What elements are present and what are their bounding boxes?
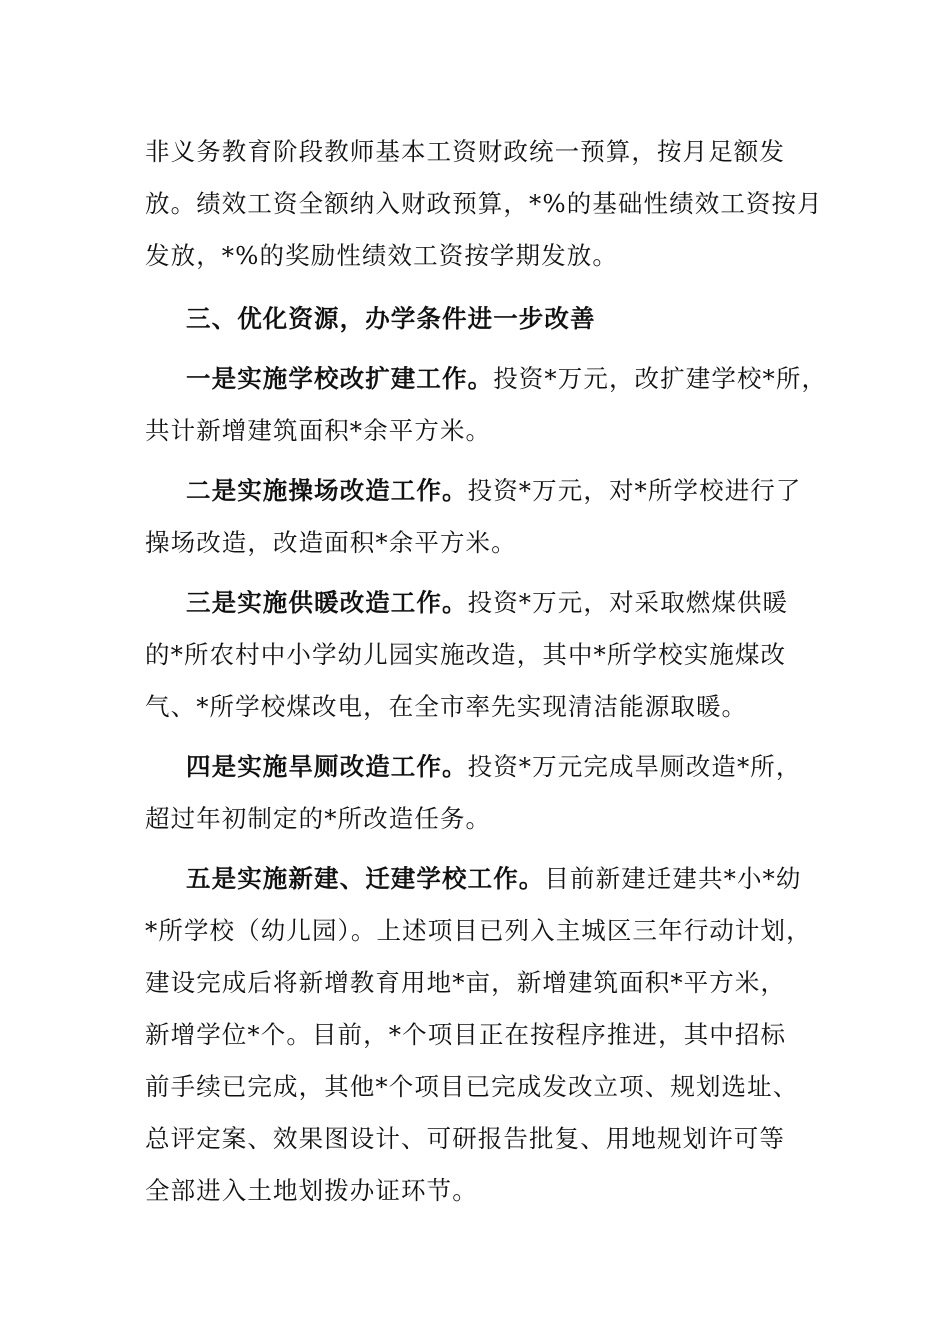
text-line: 前手续已完成，其他*个项目已完成发改立项、规划选址、 bbox=[145, 1072, 799, 1101]
item-text: 投资*万元，对*所学校进行了 bbox=[467, 476, 802, 505]
item-lead: 二是实施操场改造工作。 bbox=[186, 476, 468, 505]
item-text: 投资*万元，改扩建学校*所， bbox=[493, 364, 828, 393]
document-body bbox=[145, 126, 828, 1217]
text-line: 发放，*%的奖励性绩效工资按学期发放。 bbox=[145, 241, 618, 270]
section-heading bbox=[145, 293, 825, 345]
item-paragraph-4 bbox=[145, 741, 825, 793]
intro-paragraph bbox=[145, 126, 825, 282]
item-text: 目前新建迁建共*小*幼 bbox=[544, 864, 802, 893]
text-line: *所学校（幼儿园）。上述项目已列入主城区三年行动计划， bbox=[145, 916, 812, 945]
text-line: 的*所农村中小学幼儿园实施改造，其中*所学校实施煤改 bbox=[145, 640, 787, 669]
item-lead: 五是实施新建、迁建学校工作。 bbox=[186, 864, 545, 893]
item-paragraph-3 bbox=[145, 577, 825, 629]
item-paragraph-5 bbox=[145, 853, 825, 905]
text-line: 气、*所学校煤改电，在全市率先实现清洁能源取暖。 bbox=[145, 692, 748, 721]
section-heading-text: 三、优化资源，办学条件进一步改善 bbox=[186, 304, 596, 333]
item-paragraph-5-cont bbox=[145, 905, 825, 1217]
text-line: 总评定案、效果图设计、可研报告批复、用地规划许可等 bbox=[145, 1124, 785, 1153]
item-lead: 三是实施供暖改造工作。 bbox=[186, 588, 468, 617]
text-line: 非义务教育阶段教师基本工资财政统一预算，按月足额发 bbox=[145, 137, 785, 166]
text-line: 共计新增建筑面积*余平方米。 bbox=[145, 416, 492, 445]
item-paragraph-4-cont bbox=[145, 793, 825, 845]
text-line: 新增学位*个。目前，*个项目正在按程序推进，其中招标 bbox=[145, 1020, 787, 1049]
item-text: 投资*万元完成旱厕改造*所， bbox=[467, 752, 802, 781]
item-paragraph-1 bbox=[145, 353, 828, 405]
text-line: 超过年初制定的*所改造任务。 bbox=[145, 804, 492, 833]
text-line: 建设完成后将新增教育用地*亩，新增建筑面积*平方米， bbox=[145, 968, 787, 997]
item-paragraph-2-cont bbox=[145, 517, 825, 569]
item-text: 投资*万元，对采取燃煤供暖 bbox=[467, 588, 789, 617]
item-paragraph-3-cont bbox=[145, 629, 825, 733]
item-paragraph-1-cont bbox=[145, 405, 825, 457]
text-line: 全部进入土地划拨办证环节。 bbox=[145, 1176, 478, 1205]
item-lead: 四是实施旱厕改造工作。 bbox=[186, 752, 468, 781]
item-paragraph-2 bbox=[145, 465, 825, 517]
item-lead: 一是实施学校改扩建工作。 bbox=[186, 364, 494, 393]
text-line: 放。绩效工资全额纳入财政预算，*%的基础性绩效工资按月 bbox=[145, 189, 823, 218]
text-line: 操场改造，改造面积*余平方米。 bbox=[145, 528, 517, 557]
